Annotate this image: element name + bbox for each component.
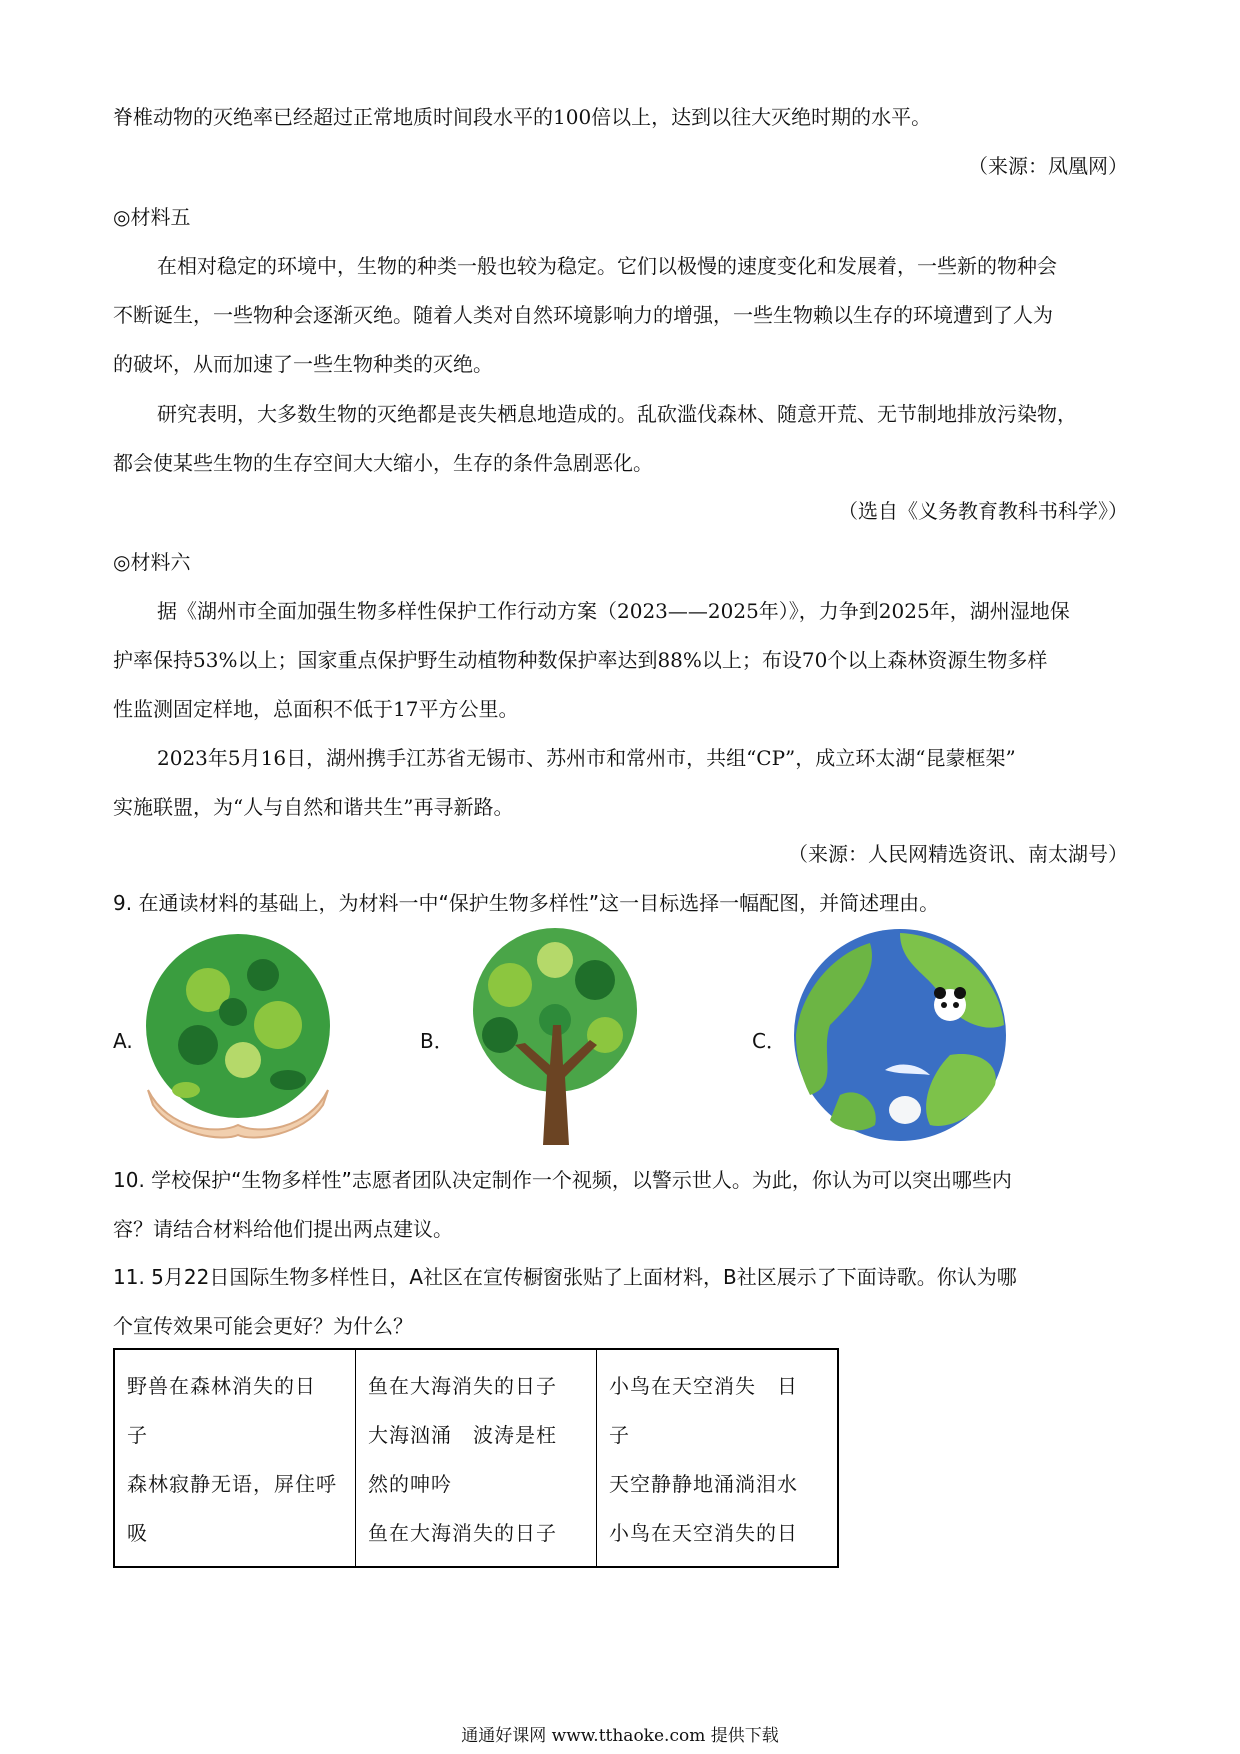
question-9: 9. 在通读材料的基础上，为材料一中“保护生物多样性”这一目标选择一幅配图，并简述理由。 bbox=[113, 891, 940, 915]
paragraph-line: 在相对稳定的环境中，生物的种类一般也较为稳定。它们以极慢的速度变化和发展着，一些新的物种会 bbox=[157, 254, 1057, 278]
material-heading: ◎材料五 bbox=[113, 205, 191, 229]
question-11-line2: 个宣传效果可能会更好？为什么？ bbox=[113, 1314, 413, 1338]
question-10-line2: 容？请结合材料给他们提出两点建议。 bbox=[113, 1217, 453, 1241]
question-11-line1: 11. 5月22日国际生物多样性日，A社区在宣传橱窗张贴了上面材料，B社区展示了下面诗歌。你认为哪 bbox=[113, 1265, 1017, 1289]
poem-line: 野兽在森林消失的日 bbox=[127, 1374, 316, 1398]
poem-column-forest bbox=[114, 1349, 356, 1567]
poem-line: 鱼在大海消失的日子 bbox=[368, 1374, 557, 1398]
paragraph-line: 的破坏，从而加速了一些生物种类的灭绝。 bbox=[113, 352, 493, 376]
paragraph-line: 不断诞生，一些物种会逐渐灭绝。随着人类对自然环境影响力的增强，一些生物赖以生存的环境遭到了人为 bbox=[113, 303, 1053, 327]
paragraph-line: 护率保持53%以上；国家重点保护野生动植物种数保护率达到88%以上；布设70个以上森林资源生物多样 bbox=[113, 648, 1048, 672]
option-c-label: C． bbox=[752, 1029, 786, 1053]
paragraph-line: 性监测固定样地，总面积不低于17平方公里。 bbox=[113, 697, 519, 721]
option-b-label: B． bbox=[420, 1029, 454, 1053]
source-note: （选自《义务教育教科书科学》） bbox=[838, 499, 1128, 523]
poem-line: 吸 bbox=[127, 1521, 148, 1545]
poem-line: 森林寂静无语，屏住呼 bbox=[127, 1472, 337, 1496]
page-footer: 通通好课网 www.tthaoke.com 提供下载 bbox=[461, 1726, 779, 1746]
question-10-line1: 10. 学校保护“生物多样性”志愿者团队决定制作一个视频，以警示世人。为此，你认为可以突出哪些内 bbox=[113, 1168, 1012, 1192]
paragraph-line: 研究表明，大多数生物的灭绝都是丧失栖息地造成的。乱砍滥伐森林、随意开荒、无节制地排放污染物， bbox=[157, 402, 1077, 426]
poem-line: 小鸟在天空消失 日 bbox=[609, 1374, 798, 1398]
poem-column-sky bbox=[597, 1349, 839, 1567]
poem-column-sea bbox=[356, 1349, 597, 1567]
poem-line: 小鸟在天空消失的日 bbox=[609, 1521, 798, 1545]
poem-line: 然的呻吟 bbox=[368, 1472, 452, 1496]
poem-line: 鱼在大海消失的日子 bbox=[368, 1521, 557, 1545]
poem-table bbox=[113, 1348, 839, 1568]
source-note: （来源：凤凰网） bbox=[968, 154, 1128, 178]
option-b-image bbox=[455, 925, 655, 1145]
paragraph-line: 据《湖州市全面加强生物多样性保护工作行动方案（2023——2025年）》，力争到2025年，湖州湿地保 bbox=[157, 599, 1070, 623]
paragraph-line: 2023年5月16日，湖州携手江苏省无锡市、苏州市和常州市，共组“CP”，成立环太湖“昆蒙框架” bbox=[157, 746, 1016, 770]
paragraph-line: 实施联盟，为“人与自然和谐共生”再寻新路。 bbox=[113, 795, 514, 819]
poem-line: 子 bbox=[127, 1423, 148, 1447]
option-c-image bbox=[790, 925, 1010, 1145]
paragraph-line: 脊椎动物的灭绝率已经超过正常地质时间段水平的100倍以上，达到以往大灭绝时期的水平。 bbox=[113, 105, 932, 129]
poem-line: 子 bbox=[609, 1423, 630, 1447]
poem-line: 天空静静地涌淌泪水 bbox=[609, 1472, 798, 1496]
source-note: （来源：人民网精选资讯、南太湖号） bbox=[788, 842, 1128, 866]
table-row bbox=[114, 1349, 838, 1567]
option-a-image bbox=[138, 930, 338, 1140]
poem-line: 大海汹涌 波涛是枉 bbox=[368, 1423, 557, 1447]
material-heading: ◎材料六 bbox=[113, 550, 191, 574]
option-a-label: A. bbox=[113, 1029, 133, 1053]
paragraph-line: 都会使某些生物的生存空间大大缩小，生存的条件急剧恶化。 bbox=[113, 451, 653, 475]
